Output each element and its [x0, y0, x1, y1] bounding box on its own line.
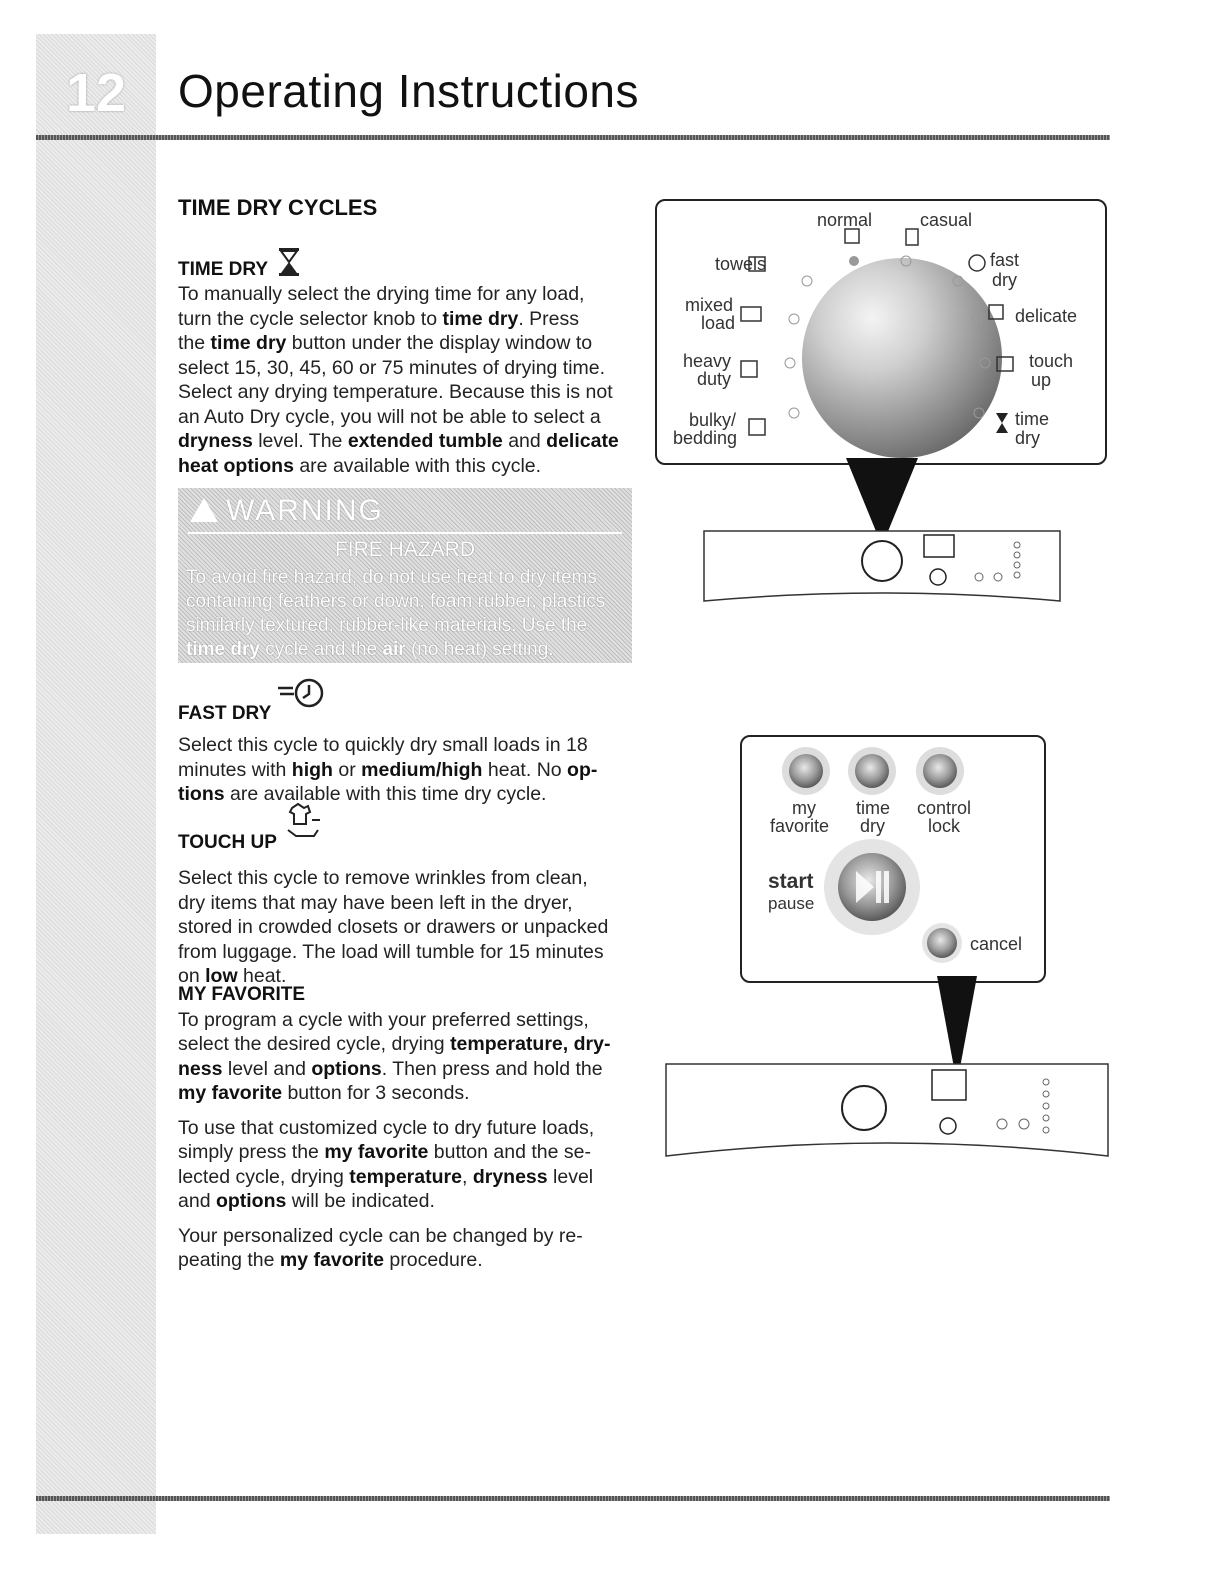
text-line: and: [502, 430, 547, 452]
text-bold: options: [311, 1057, 382, 1080]
my-favorite-label-1: my: [792, 798, 816, 818]
dial-label-fast: fast: [990, 250, 1020, 270]
dial-label-time-dry: dry: [1015, 428, 1041, 448]
dial-label-duty: duty: [697, 369, 732, 389]
text-bold: tions: [178, 783, 225, 805]
warning-title: [190, 494, 384, 528]
text-line: button under the display window to: [286, 332, 593, 354]
text-line: will be indicated.: [286, 1190, 435, 1212]
fast-dry-heading-text: FAST DRY: [178, 703, 271, 724]
time-dry-heading: [178, 247, 636, 283]
dial-label-time: time: [1015, 409, 1050, 429]
control-lock-button[interactable]: [916, 747, 964, 795]
fast-dry-body: [178, 733, 636, 807]
text-bold: low: [205, 965, 238, 987]
text-line: ,: [461, 1165, 473, 1188]
section-title: TIME DRY CYCLES: [178, 195, 378, 220]
touch-up-heading-text: TOUCH UP: [178, 832, 277, 853]
hourglass-icon: [277, 247, 301, 277]
text-line: button for 3 seconds.: [282, 1082, 470, 1104]
dial-label-towels: towels: [715, 254, 767, 274]
my-favorite-body-1: [178, 1008, 636, 1106]
control-lock-label-2: lock: [928, 816, 961, 836]
dial-label-mixed: mixed: [685, 295, 734, 315]
text-line: from luggage. The load will tumble for 15 minutes: [178, 940, 604, 963]
text-line: level and: [222, 1057, 312, 1080]
dial-label-casual: casual: [920, 210, 973, 230]
text-line: button and the se-: [428, 1141, 591, 1163]
start-pause-button[interactable]: [838, 853, 906, 921]
text-line: stored in crowded closets or drawers or unpacked: [178, 916, 609, 938]
fast-clock-icon: [276, 675, 326, 715]
text-bold: time dry: [442, 307, 519, 330]
text-bold: dryness: [178, 430, 253, 452]
text-bold: op-: [567, 758, 598, 781]
text-line: procedure.: [383, 1249, 483, 1271]
warning-line: similarly textured, rubber-like materials. Use the: [186, 615, 588, 636]
text-line: or: [332, 758, 362, 781]
text-line: simply press the: [178, 1141, 325, 1163]
text-line: . Then press and hold the: [381, 1057, 603, 1080]
warning-divider: [188, 532, 622, 534]
dial-indicator-dots: [657, 201, 1105, 463]
cycle-dial-panel: [655, 199, 1107, 465]
text-bold: temperature: [349, 1165, 462, 1188]
text-line: on: [178, 965, 206, 987]
cancel-label: cancel: [970, 934, 1023, 954]
time-dry-label-1: time: [856, 798, 891, 818]
text-bold: ness: [178, 1057, 223, 1080]
text-bold: my favorite: [324, 1141, 429, 1163]
text-bold: delicate: [546, 430, 619, 452]
time-dry-icon: [996, 413, 1008, 433]
warning-line: To avoid fire hazard, do not use heat to dry items: [186, 567, 597, 588]
touch-up-body: [178, 866, 636, 989]
my-favorite-label-2: favorite: [770, 816, 830, 836]
text-line: are available with this cycle.: [293, 454, 542, 477]
my-favorite-heading: MY FAVORITE: [178, 984, 306, 1005]
warning-line: cycle and the: [259, 639, 383, 660]
warning-body: [186, 566, 626, 662]
pause-label: pause: [768, 894, 815, 913]
cancel-button[interactable]: [926, 927, 958, 959]
text-line: and: [178, 1190, 216, 1212]
fast-dry-section: [178, 675, 636, 807]
text-line: Select any drying temperature. Because this is not: [178, 381, 613, 403]
dial-label-load: load: [701, 313, 736, 333]
touch-up-section: [178, 802, 636, 989]
text-line: peating the: [178, 1249, 280, 1271]
bottom-rule: [36, 1496, 1110, 1501]
text-line: Your personalized cycle can be changed by re-: [178, 1224, 583, 1247]
top-rule: [36, 135, 1110, 140]
warning-subtitle: FIRE HAZARD: [334, 538, 475, 561]
warning-bold: time dry: [186, 639, 260, 660]
text-line: dry items that may have been left in the dryer,: [178, 891, 573, 914]
text-line: Select this cycle to remove wrinkles from clean,: [178, 867, 588, 889]
text-bold: my favorite: [279, 1249, 384, 1271]
dial-label-touch-up: up: [1031, 370, 1052, 390]
control-panel-thumbnail-2: [664, 1060, 1110, 1160]
control-lock-label-1: control: [917, 798, 972, 818]
text-line: select 15, 30, 45, 60 or 75 minutes of drying time.: [178, 356, 606, 379]
text-line: select the desired cycle, drying: [178, 1033, 451, 1055]
time-dry-label-2: dry: [860, 816, 886, 836]
text-bold: time dry: [210, 332, 287, 354]
text-line: lected cycle, drying: [178, 1165, 350, 1188]
text-line: heat.: [237, 965, 287, 987]
text-line: minutes with: [178, 758, 292, 781]
dial-label-bedding: bedding: [673, 428, 738, 448]
shirt-steam-icon: [282, 802, 322, 842]
fast-dry-heading: [178, 675, 636, 733]
dial-label-heavy: heavy: [683, 351, 732, 371]
time-dry-heading-text: TIME DRY: [178, 258, 268, 280]
dial-label-touch: touch: [1029, 351, 1074, 371]
text-bold: heat options: [178, 454, 294, 477]
dial-label-normal: normal: [817, 210, 873, 230]
my-favorite-body-2: [178, 1116, 636, 1214]
warning-bold: air: [382, 639, 406, 660]
page-number: 12: [65, 63, 127, 123]
text-bold: options: [215, 1190, 287, 1212]
touch-up-heading: [178, 802, 636, 866]
warning-title-text: WARNING: [226, 494, 384, 527]
my-favorite-section: [178, 983, 636, 1273]
dial-label-fast-dry: dry: [992, 270, 1018, 290]
text-bold: extended tumble: [347, 430, 503, 452]
text-line: the: [178, 332, 211, 354]
time-dry-body: [178, 282, 636, 478]
text-bold: dryness: [472, 1165, 548, 1188]
button-panel: [740, 735, 1046, 983]
text-line: level: [547, 1165, 594, 1188]
page-title: Operating Instructions: [178, 65, 640, 117]
warning-line: (no heat) setting.: [405, 639, 554, 660]
text-line: Select this cycle to quickly dry small loads in 18: [178, 734, 588, 756]
text-bold: high: [291, 758, 333, 781]
my-favorite-body-3: [178, 1224, 636, 1273]
text-line: heat. No: [482, 758, 568, 781]
text-bold: medium/high: [361, 758, 483, 781]
my-favorite-button[interactable]: [782, 747, 830, 795]
time-dry-section: [178, 196, 636, 478]
warning-box: [178, 488, 632, 663]
start-label: start: [768, 870, 814, 893]
text-line: To manually select the drying time for any load,: [178, 283, 585, 305]
text-line: . Press: [518, 307, 580, 330]
time-dry-button[interactable]: [848, 747, 896, 795]
text-line: turn the cycle selector knob to: [178, 307, 443, 330]
text-bold: temperature, dry-: [450, 1033, 611, 1055]
side-bar-band: [36, 34, 156, 1534]
dial-label-delicate: delicate: [1015, 306, 1078, 326]
text-line: an Auto Dry cycle, you will not be able to select a: [178, 405, 601, 428]
text-line: To program a cycle with your preferred settings,: [178, 1008, 589, 1031]
text-line: To use that customized cycle to dry future loads,: [178, 1116, 595, 1139]
warning-line: containing feathers or down, foam rubber, plastics: [186, 591, 606, 612]
control-panel-thumbnail-1: [702, 525, 1062, 605]
text-bold: my favorite: [178, 1082, 283, 1104]
warning-triangle-icon: [190, 498, 218, 522]
dial-label-bulky: bulky/: [689, 410, 737, 430]
text-line: level. The: [252, 430, 348, 452]
text-line: are available with this time dry cycle.: [224, 783, 547, 805]
